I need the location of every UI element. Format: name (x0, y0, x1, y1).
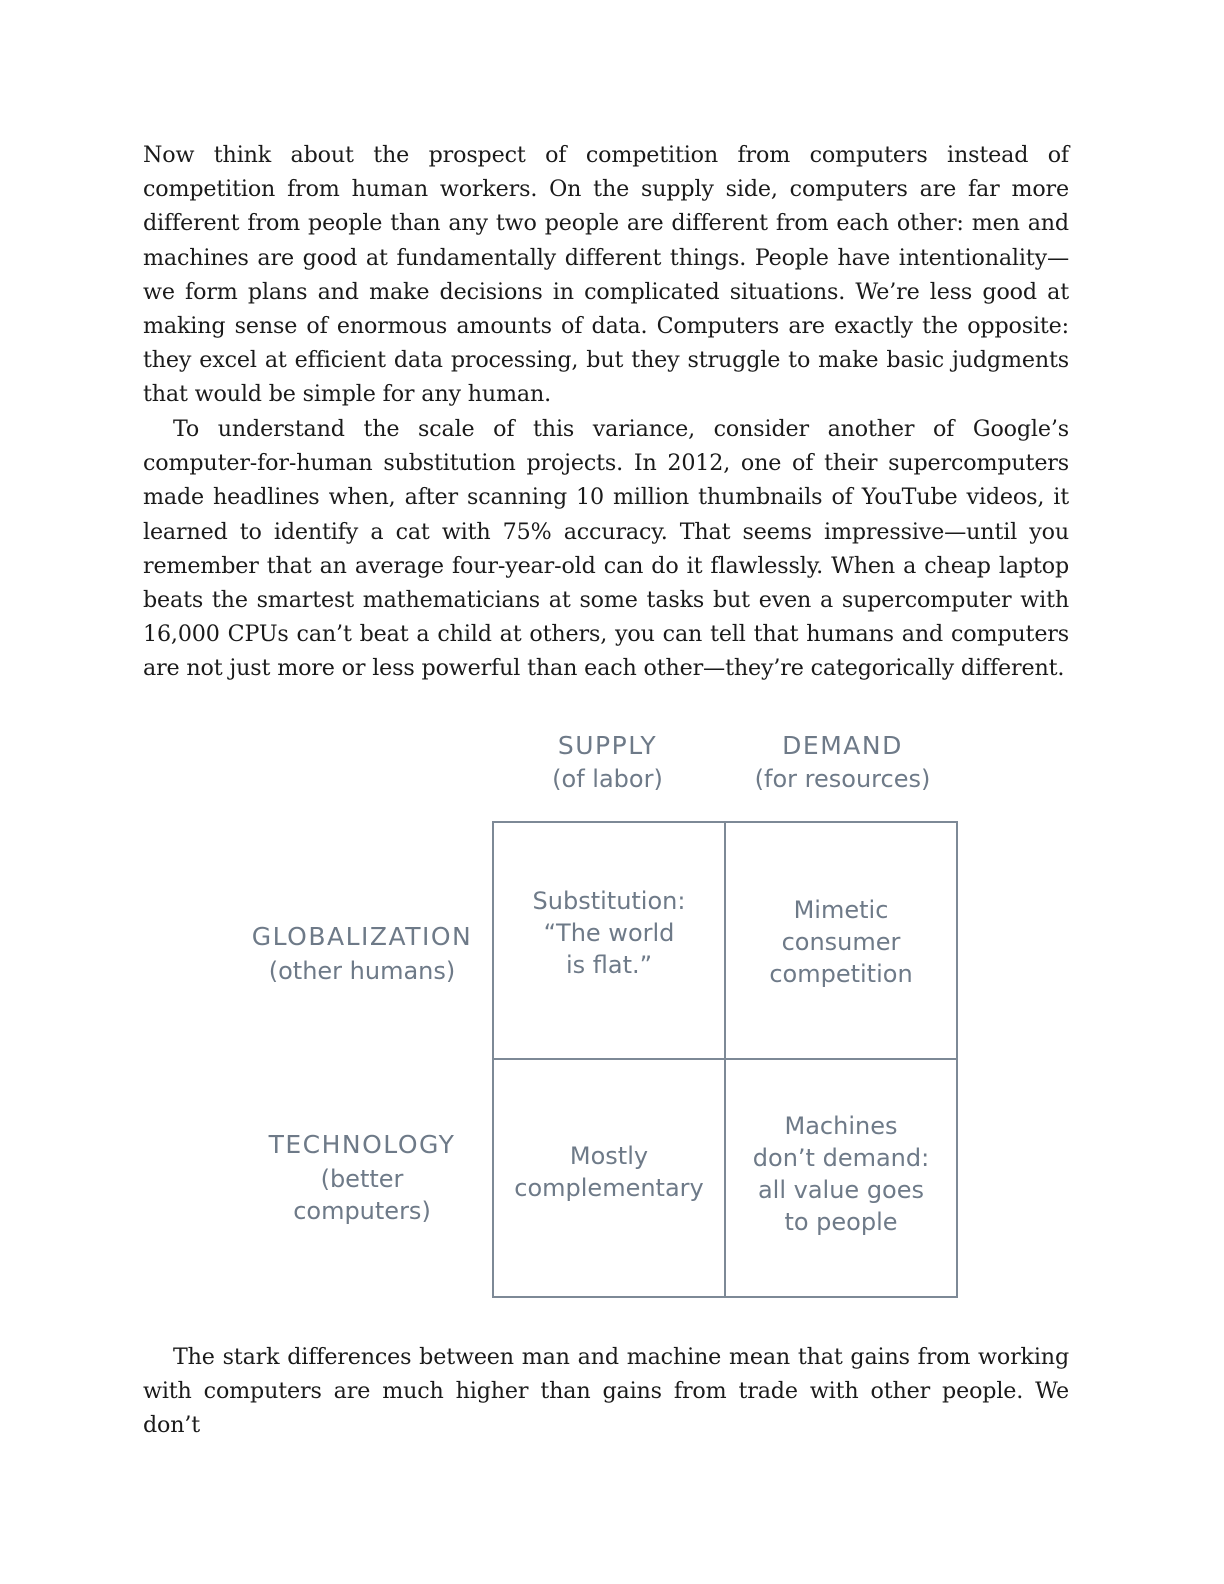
cell-globalization-supply: Substitution: “The world is flat.” (532, 887, 686, 979)
body-paragraph-2: To understand the scale of this variance, consider another of Google’s computer-for-human substitution projects. In 2012, one of their supercomputers made headlines when, after scanning 10 million thumbnails of YouTube videos, it learned to identify a cat with 75% accuracy. That seems impressive—until you remember that an average four-year-old can do it flawlessly. When a cheap laptop beats the smartest mathematicians at some tasks but even a supercomputer with 16,000 CPUs can’t beat a child at others, you can tell that humans and computers are not just more or less powerful than each other—they’re categorically different. (143, 416, 1069, 682)
cell-technology-demand: Machines don’t demand: all value goes to people (752, 1112, 930, 1236)
column-heading-supply: SUPPLY (557, 731, 658, 760)
matrix-grid (492, 821, 958, 1298)
column-heading-demand: DEMAND (782, 731, 903, 760)
body-paragraph-1: Now think about the prospect of competition from computers instead of competition from human workers. On the supply side, computers are far more different from people than any two people are different from each other: men and machines are good at fundamentally different things. People have intentionality—we form plans and make decisions in complicated situations. We’re less good at making sense of enormous amounts of data. Computers are exactly the opposite: they excel at efficient data processing, but they struggle to make basic judgments that would be simple for any human. (143, 142, 1069, 408)
cell-technology-supply: Mostly complementary (514, 1142, 704, 1202)
matrix-horizontal-divider (492, 1058, 958, 1060)
row-subheading-globalization: (other humans) (268, 957, 456, 985)
body-paragraph-3: The stark differences between man and machine mean that gains from working with computers are much higher than gains from trade with other people. We don’t (143, 1344, 1069, 1439)
row-heading-globalization: GLOBALIZATION (251, 922, 473, 951)
row-subheading-technology: (better computers) (293, 1165, 431, 1225)
matrix-vertical-divider (724, 821, 726, 1298)
column-subheading-supply: (of labor) (552, 765, 663, 793)
column-subheading-demand: (for resources) (754, 765, 931, 793)
cell-globalization-demand: Mimetic consumer competition (769, 896, 913, 988)
row-heading-technology: TECHNOLOGY (268, 1130, 456, 1159)
